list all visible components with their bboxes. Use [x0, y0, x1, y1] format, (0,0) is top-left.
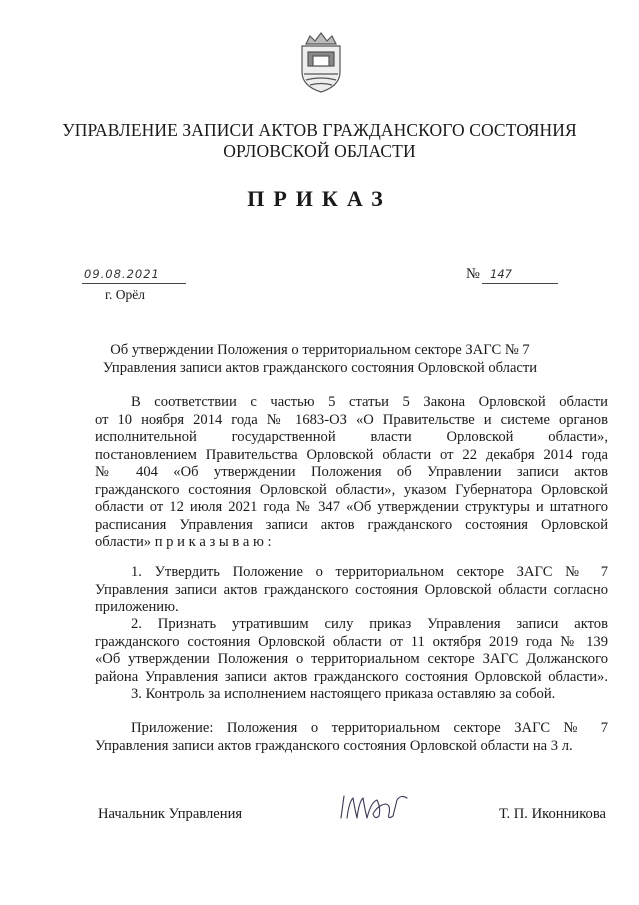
- order-item-3: 3. Контроль за исполнением настоящего приказа оставляю за собой.: [131, 686, 556, 702]
- preamble-line: от 10 ноября 2014 года № 1683-ОЗ «О Правительстве и системе органов: [95, 411, 608, 428]
- number-field: [482, 265, 558, 284]
- signatory-name: Т. П. Иконникова: [499, 806, 607, 822]
- handwritten-signature: [335, 788, 415, 828]
- preamble-line: исполнительной государственной власти Орловской области»,: [95, 429, 608, 445]
- coat-of-arms-icon: [296, 30, 346, 94]
- attachment-note: [95, 720, 608, 755]
- item-line: 1. Утвердить Положение о территориальном секторе ЗАГС № 7: [131, 564, 608, 580]
- item-line: района Управления записи актов гражданского состояния Орловской области».: [95, 668, 608, 685]
- order-item-1: [95, 564, 608, 617]
- signatory-position: Начальник Управления: [98, 806, 243, 822]
- date-field: [82, 265, 186, 284]
- preamble-line: области» п р и к а з ы в а ю :: [95, 534, 272, 550]
- attachment-line: Приложение: Положения о территориальном секторе ЗАГС № 7: [131, 720, 608, 736]
- preamble: [95, 394, 608, 552]
- preamble-line: области от 12 июля 2021 года № 347 «Об утверждении структуры и штатного: [95, 499, 608, 515]
- item-line: гражданского состояния Орловской области от 11 октября 2019 года № 139: [95, 633, 608, 650]
- preamble-line: гражданского состояния Орловской области», указом Губернатора Орловской: [95, 481, 608, 498]
- organization-name-line-2: ОРЛОВСКОЙ ОБЛАСТИ: [223, 141, 416, 161]
- item-line: «Об утверждении Положения о территориальном секторе ЗАГС Должанского: [95, 651, 608, 667]
- order-item-2: [95, 616, 608, 686]
- preamble-line: постановлением Правительства Орловской области от 22 декабря 2014 года: [95, 446, 608, 463]
- item-line: Управления записи актов гражданского состояния Орловской области согласно: [95, 581, 608, 598]
- preamble-line: № 404 «Об утверждении Положения об Управлении записи актов: [95, 464, 608, 480]
- attachment-line: Управления записи актов гражданского состояния Орловской области на 3 л.: [95, 737, 573, 754]
- date-handwritten: 09.08.2021: [84, 267, 160, 281]
- item-line: приложению.: [95, 599, 179, 615]
- document-title: ПРИКАЗ: [247, 186, 392, 211]
- preamble-line: расписания Управления записи актов гражданского состояния Орловской: [95, 516, 608, 533]
- subject-line-2: Управления записи актов гражданского состояния Орловской области: [102, 360, 538, 376]
- preamble-line: В соответствии с частью 5 статьи 5 Закона Орловской области: [131, 394, 608, 410]
- item-line: 2. Признать утратившим силу приказ Управления записи актов: [131, 616, 608, 632]
- number-handwritten: 147: [490, 267, 512, 281]
- subject-line-1: Об утверждении Положения о территориальном секторе ЗАГС № 7: [110, 342, 530, 358]
- city: г. Орёл: [105, 287, 145, 302]
- number-prefix: №: [466, 266, 480, 282]
- organization-name-line-1: УПРАВЛЕНИЕ ЗАПИСИ АКТОВ ГРАЖДАНСКОГО СОСТОЯНИЯ: [62, 120, 577, 140]
